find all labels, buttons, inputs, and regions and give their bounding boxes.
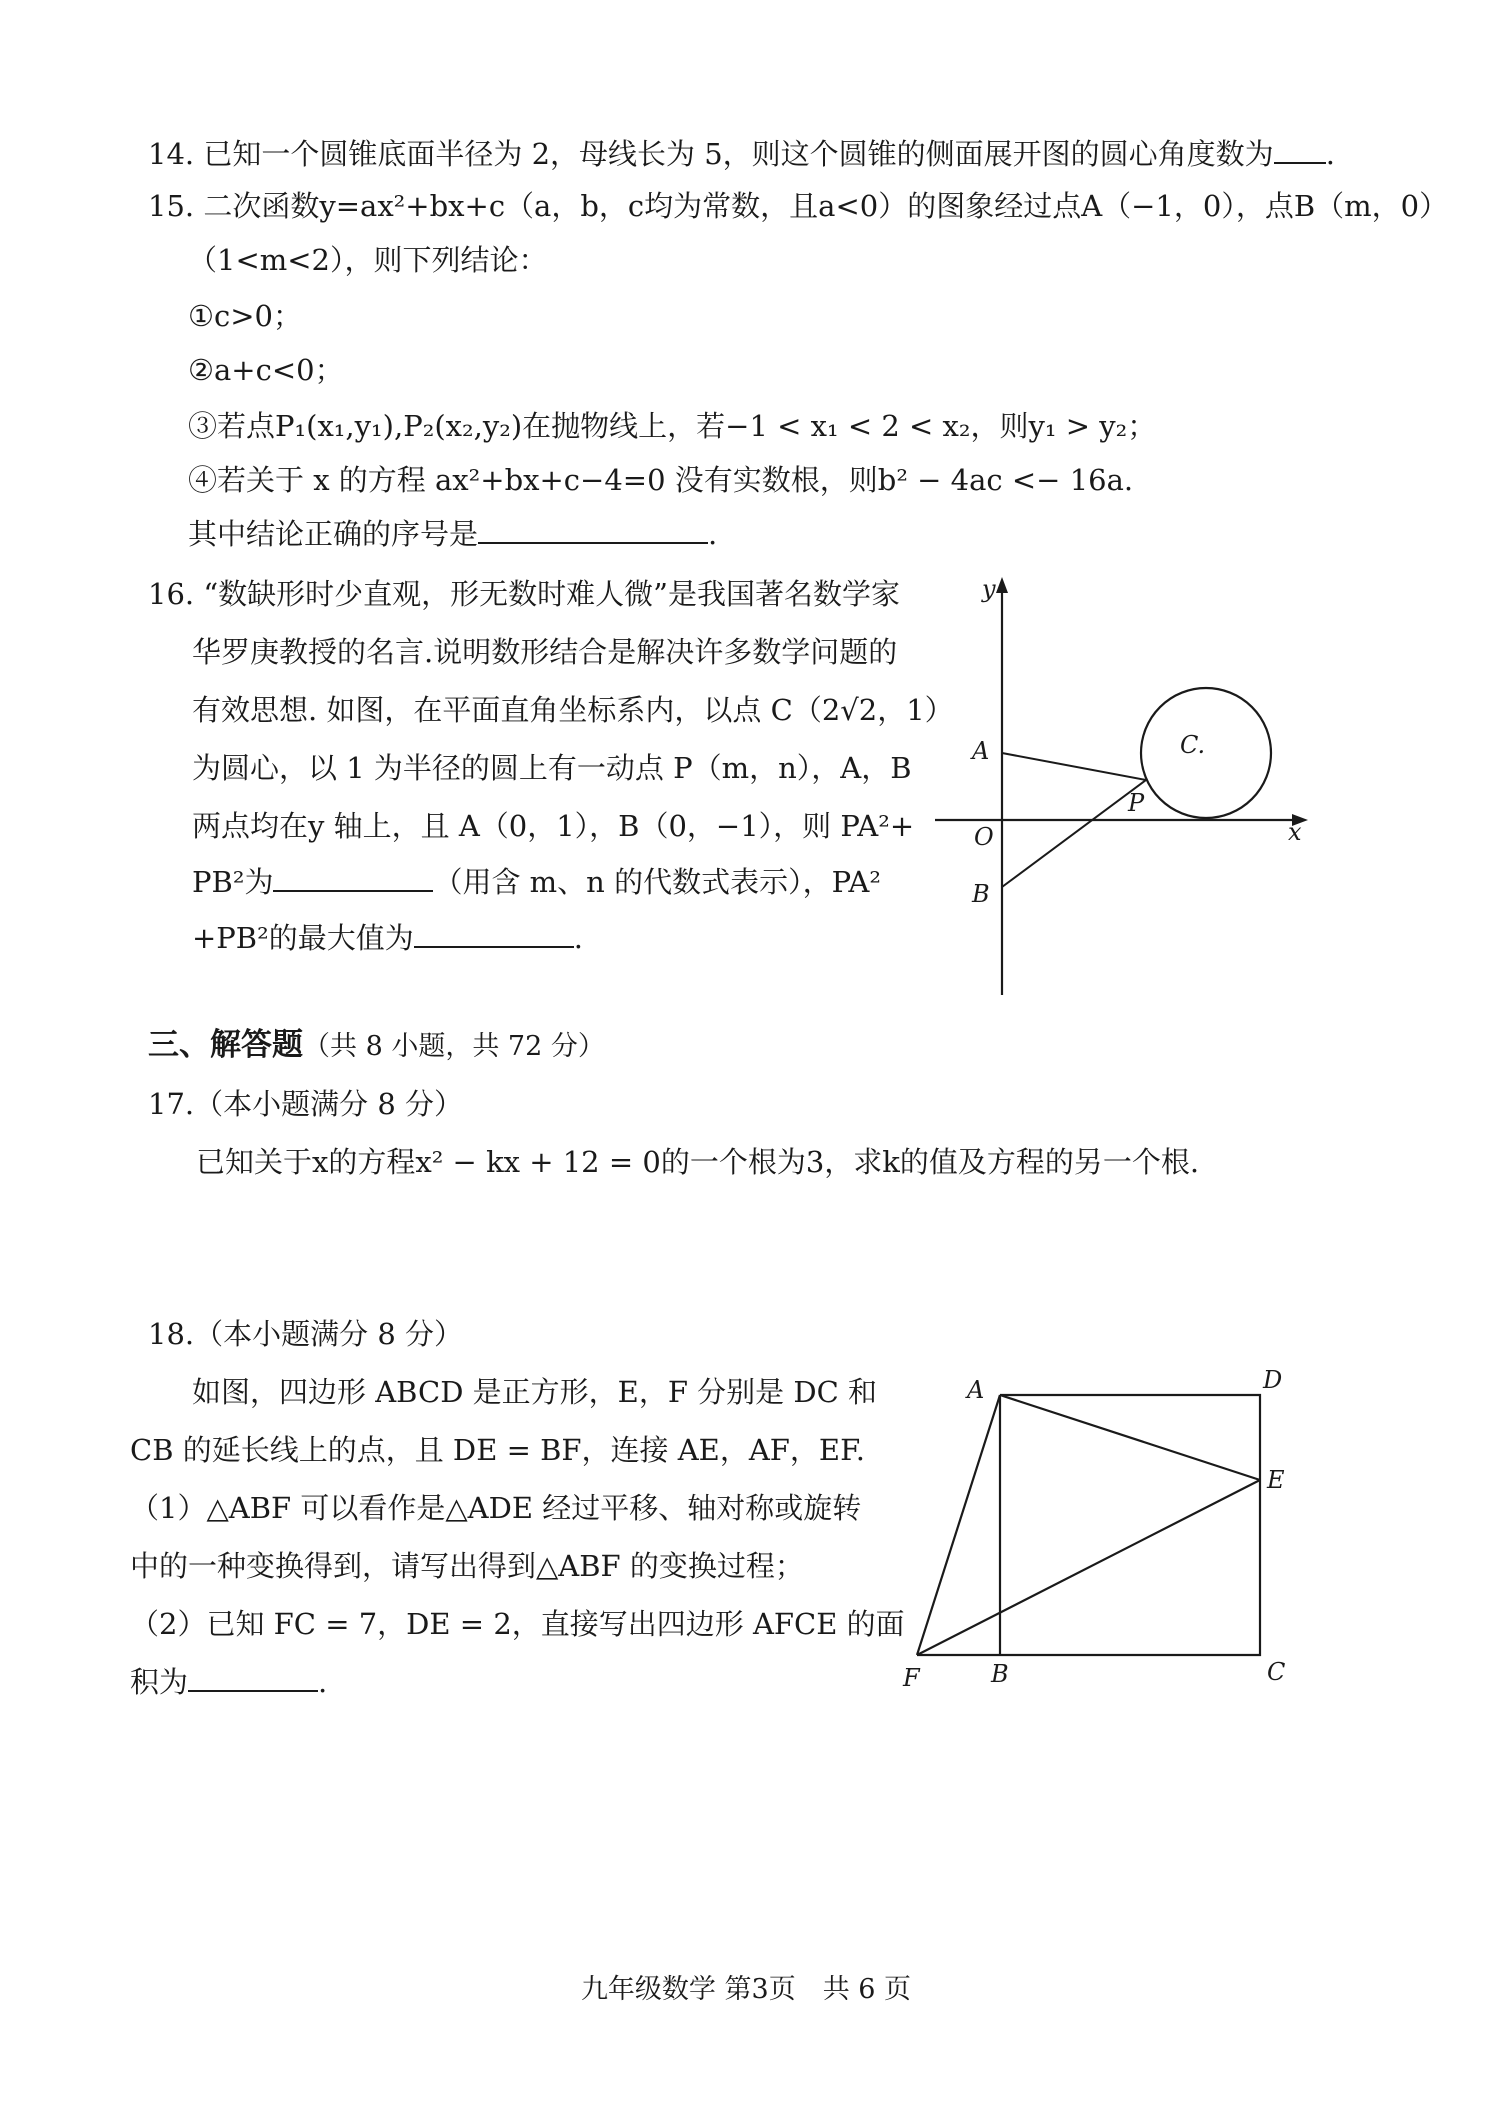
q18-line3: （1）△ABF 可以看作是△ADE 经过平移、轴对称或旋转 bbox=[130, 1491, 862, 1525]
q15-ask bbox=[188, 514, 717, 554]
q18-line6-text: 积为 bbox=[130, 1665, 189, 1699]
point-a-label: A bbox=[972, 737, 990, 765]
q14-number: 14. bbox=[148, 137, 195, 171]
q17-text: 已知关于x的方程x² − kx + 12 = 0的一个根为3，求k的值及方程的另一个根. bbox=[196, 1145, 1200, 1179]
q16-line5: 两点均在y 轴上，且 A（0，1），B（0，−1），则 PA²+ bbox=[192, 809, 915, 843]
square-abcd bbox=[1000, 1395, 1260, 1655]
segment-pb bbox=[1002, 780, 1146, 887]
q14-answer-blank[interactable] bbox=[1274, 134, 1326, 164]
segment-af bbox=[917, 1395, 1000, 1655]
q16-line7a: +PB²的最大值为 bbox=[192, 921, 414, 955]
q15-line2: （1<m<2），则下列结论： bbox=[188, 243, 548, 277]
q16-answer-blank-2[interactable] bbox=[414, 918, 574, 948]
point-f-label: F bbox=[903, 1664, 920, 1692]
q16-answer-blank-1[interactable] bbox=[273, 862, 433, 892]
page-footer: 九年级数学 第3页 共 6 页 bbox=[580, 1974, 912, 2005]
q16-figure bbox=[930, 575, 1330, 1000]
q16-line6b: （用含 m、n 的代数式表示），PA² bbox=[433, 865, 881, 899]
q18-line4: 中的一种变换得到，请写出得到△ABF 的变换过程； bbox=[130, 1549, 804, 1583]
q18-line6 bbox=[130, 1662, 327, 1702]
section-3-title: 三、解答题 bbox=[148, 1027, 303, 1063]
x-label: x bbox=[1288, 818, 1302, 846]
q15-conclusion-2: ②a+c<0； bbox=[188, 353, 344, 387]
q15-answer-blank[interactable] bbox=[478, 514, 708, 544]
q15-ask-text: 其中结论正确的序号是 bbox=[188, 517, 479, 551]
q16-line6 bbox=[192, 862, 881, 902]
question-15 bbox=[148, 186, 1448, 226]
q16-line7b: . bbox=[573, 921, 583, 955]
q14-text: 已知一个圆锥底面半径为 2，母线长为 5，则这个圆锥的侧面展开图的圆心角度数为 bbox=[203, 137, 1274, 171]
point-p-label: P bbox=[1128, 789, 1145, 817]
q16-line1: “数缺形时少直观，形无数时难人微”是我国著名数学家 bbox=[203, 577, 900, 611]
q16-line3: 有效思想. 如图，在平面直角坐标系内，以点 C（2√2，1） bbox=[192, 693, 954, 727]
point-d-label: D bbox=[1263, 1366, 1283, 1394]
point-c-label: C. bbox=[1180, 731, 1206, 759]
y-axis-arrow bbox=[996, 577, 1008, 593]
q17-header: 17.（本小题满分 8 分） bbox=[148, 1087, 464, 1121]
section-3-heading bbox=[148, 1024, 605, 1068]
q18-line1: 如图，四边形 ABCD 是正方形，E，F 分别是 DC 和 bbox=[192, 1375, 878, 1409]
q15-conclusion-3: ③若点P₁(x₁,y₁),P₂(x₂,y₂)在抛物线上，若−1 < x₁ < 2 < x₂，则y₁ > y₂； bbox=[188, 409, 1157, 443]
q16-line6a: PB²为 bbox=[192, 865, 274, 899]
origin-label: O bbox=[974, 823, 994, 851]
y-label: y bbox=[982, 575, 996, 603]
q14-end: . bbox=[1325, 137, 1335, 171]
point-a-label: A bbox=[967, 1376, 985, 1404]
q15-line1: 二次函数y=ax²+bx+c（a，b，c均为常数，且a<0）的图象经过点A（−1，0），点B（m，0） bbox=[203, 189, 1449, 223]
circle-c bbox=[1141, 688, 1271, 818]
q15-end: . bbox=[708, 517, 718, 551]
point-c-label: C bbox=[1267, 1658, 1286, 1686]
q16-line7 bbox=[192, 918, 583, 958]
q15-conclusion-1: ①c>0； bbox=[188, 299, 302, 333]
point-b-label: B bbox=[972, 880, 990, 908]
segment-ae bbox=[1000, 1395, 1260, 1480]
q16-line4: 为圆心，以 1 为半径的圆上有一动点 P（m，n），A，B bbox=[192, 751, 912, 785]
question-14 bbox=[148, 134, 1335, 174]
segment-ef bbox=[917, 1480, 1260, 1655]
q16-line2: 华罗庚教授的名言.说明数形结合是解决许多数学问题的 bbox=[192, 635, 898, 669]
q15-number: 15. bbox=[148, 189, 195, 223]
q18-header: 18.（本小题满分 8 分） bbox=[148, 1317, 464, 1351]
q18-line5: （2）已知 FC = 7，DE = 2，直接写出四边形 AFCE 的面 bbox=[130, 1607, 905, 1641]
point-e-label: E bbox=[1267, 1466, 1285, 1494]
section-3-note: （共 8 小题，共 72 分） bbox=[303, 1031, 605, 1062]
q18-line2: CB 的延长线上的点，且 DE = BF，连接 AE，AF，EF. bbox=[130, 1433, 865, 1467]
point-b-label: B bbox=[991, 1660, 1009, 1688]
segment-pa bbox=[1002, 753, 1146, 780]
q18-figure bbox=[895, 1360, 1315, 1710]
q18-line6-end: . bbox=[318, 1665, 328, 1699]
q18-answer-blank[interactable] bbox=[188, 1662, 318, 1692]
q16-number: 16. bbox=[148, 577, 195, 611]
question-16 bbox=[148, 574, 900, 614]
q15-conclusion-4: ④若关于 x 的方程 ax²+bx+c−4=0 没有实数根，则b² − 4ac <− 16a. bbox=[188, 463, 1134, 497]
